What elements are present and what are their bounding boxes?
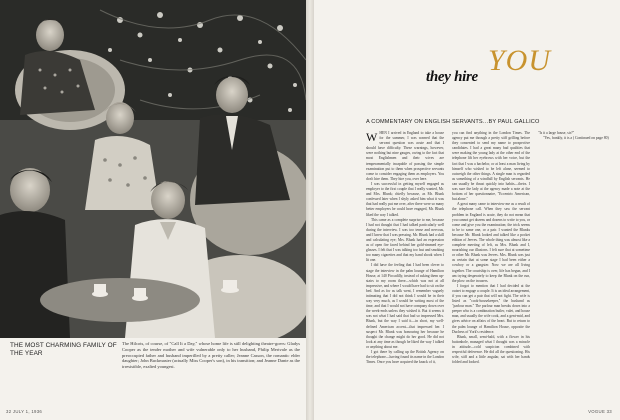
column-2-paragraph-1: you can find anything in the London Times. The agency put me through a pretty stiff grilling before they consented to send my name to prospective candidates. I had a great many bad qualities that were making the young lady at the other end of the telephone lift her eyebrows with her voice, but the fact that I was a bachelor, or at least a man living by himself who wished to be left alone, seemed to outweigh the other things. A single man is regarded as something of a windfall by English servants. He can usually be thrust quickly into habits—theirs. I was sure the lady at the agency made a note at the bottom of her questionnaire, "Eccentric American, but alone." (452, 131, 530, 202)
column-3-paragraph-2: "Yes, frankly, it is a ( Continued on page 80) (543, 136, 609, 141)
caption-heading: THE MOST CHARMING FAMILY OF THE YEAR (10, 342, 117, 357)
column-2-paragraph-2: A great many came to interview me as a result of the telephone call. When they saw the servant problem in England is acute, they do not mean that you cannot get dozens and dozens to write to you, or come and give you the examination; the trick seems to be to same one, or a pair. I wanted the Blunks because Mr. Blunk looked and talked like a pocket edition of Jeeves. The whole thing was almost like a complete meeting of left, as Mrs. Blunk and I, nourishing our illusions. I felt sure that at sometime or other Mr. Blunk was Jeeves. Mrs. Blunk was just as certain that at some stage I had been either a cowboy or a gangster. Now we are all living together. The courtship is over, life has begun, and I am trying desperately to keep the Blunk on the run, the plow on the trousers. (452, 202, 530, 283)
article-column-3 (538, 131, 616, 407)
folio-right: VOGUE 33 (588, 409, 612, 414)
folio-left: 32 JULY 1, 1936 (6, 409, 43, 414)
column-1-paragraph-4: I did have the feeling that I had been clever to stage the interview in the palm lounge of Hamilton House, at 140 Piccadilly, instead of asking them up-stairs to my room there—which was not at all impressive, and where I would have had to sit on the bed. And as for as talk went, I remember vaguely intimating that I did not think I would be in their way very much, as I would be writing most of the time, and that I would not have company down over the week-ends unless they wished it. But it seems it was not what I had said that had so impressed Mrs. Blunk, but the way I said it—in short, my well-defined American accent—that impressed her. I suspect Mr. Blunk was honouring her because he thought the change might do her good. He did not look at any time as though he liked the way I talked or anything about me. (366, 263, 444, 349)
page-gutter (306, 0, 314, 420)
article-column-2 (452, 131, 530, 407)
column-1-paragraph-2: I was successful in getting myself engaged as employer to the first couple that I really wanted, Mr. and Mrs. Blunk; chiefly because, as Mr. Blunk confessed later when I shyly asked him what it was that had really put me over, after there were so many better employers he could have engaged, Mr. Blunk liked the way I talked. (366, 181, 444, 217)
family-photo (0, 0, 306, 338)
column-1-paragraph-5: I got there by calling up the British Agency on the telephone—having found its name in the London Times. Once you have acquired the knack of it, (366, 350, 444, 365)
photo-caption (10, 340, 300, 408)
drop-cap: W (366, 131, 378, 144)
family-photo-illustration (0, 0, 306, 338)
title-small-words: they hire (426, 69, 478, 85)
title-big-word: YOU (488, 44, 552, 77)
article-title (426, 46, 606, 96)
column-2-paragraph-4: Blunk, small, semi-bald, with a flower in his buttonhole, managed what I thought was a miracle in attitude—cold suspicion combined with respectful deference. He did all the questioning. His wife, stiff and a little angular, sat with her hands folded and looked. (452, 334, 530, 365)
left-page (0, 0, 306, 420)
column-3-paragraph-1: "Is it a large house, sir?" (538, 131, 575, 135)
right-page (314, 0, 620, 420)
column-1-paragraph-1: WHEN I arrived in England to take a house for the summer, I was warned that the servant question was acute and that I should have difficulty. These warnings, however, were nothing but nine gauges, owing to the fact that most Englishmen and their wives are temperamentally incapable of passing the simple examination put to them when prospective servants come to consider engaging them as employers. You don't hire them. They hire you, over here. (366, 131, 444, 181)
column-1-paragraph-3: This came as a complete surprise to me, because I had not thought that I had talked particularly well during the interview. I was too tense and nervous, and I knew that I was pressing. Mr. Blunk had a skill and calculating eye; Mrs. Blunk had an expression as of open fire faced behind her gold-rimmed eye-glasses. I felt that I was talking too fast and smoking too many cigarettes and that my hand shook when I lit one. (366, 217, 444, 263)
article-column-1 (366, 131, 444, 407)
caption-text: The Hilcots, of course, of "Call It a Day," whose home life is still delighting theatre-goers: Gladys Cooper as the tender mother and wife vulnerable only to her husband, Philip Merivale as the preoccupied father and husband imperilled by a pretty caller; Jeanne Casson, the romantic elder daughter; John Buckmaster (actually Miss Cooper's son), in his transition; and Jeanne Dante as the irresistible, exalted youngest. (122, 341, 300, 370)
article-subtitle: A COMMENTARY ON ENGLISH SERVANTS…BY PAUL GALLICO (366, 119, 540, 125)
column-2-paragraph-3: I forgot to mention that I had decided at the outset to engage a couple. It is an ideal arrangement, if you can get a pair that will not fight. The wife is listed as "cook-housekeeper," the husband as "parlour man." The parlour man breaks down into a peeper who is a combination butler, valet, and house man, and usually the wife cook, and a gent-mid, and gives advice on affairs of the heart. But to return to the palm lounge of Hamilton House, opposite the Duchess of York's residence. (452, 283, 530, 334)
